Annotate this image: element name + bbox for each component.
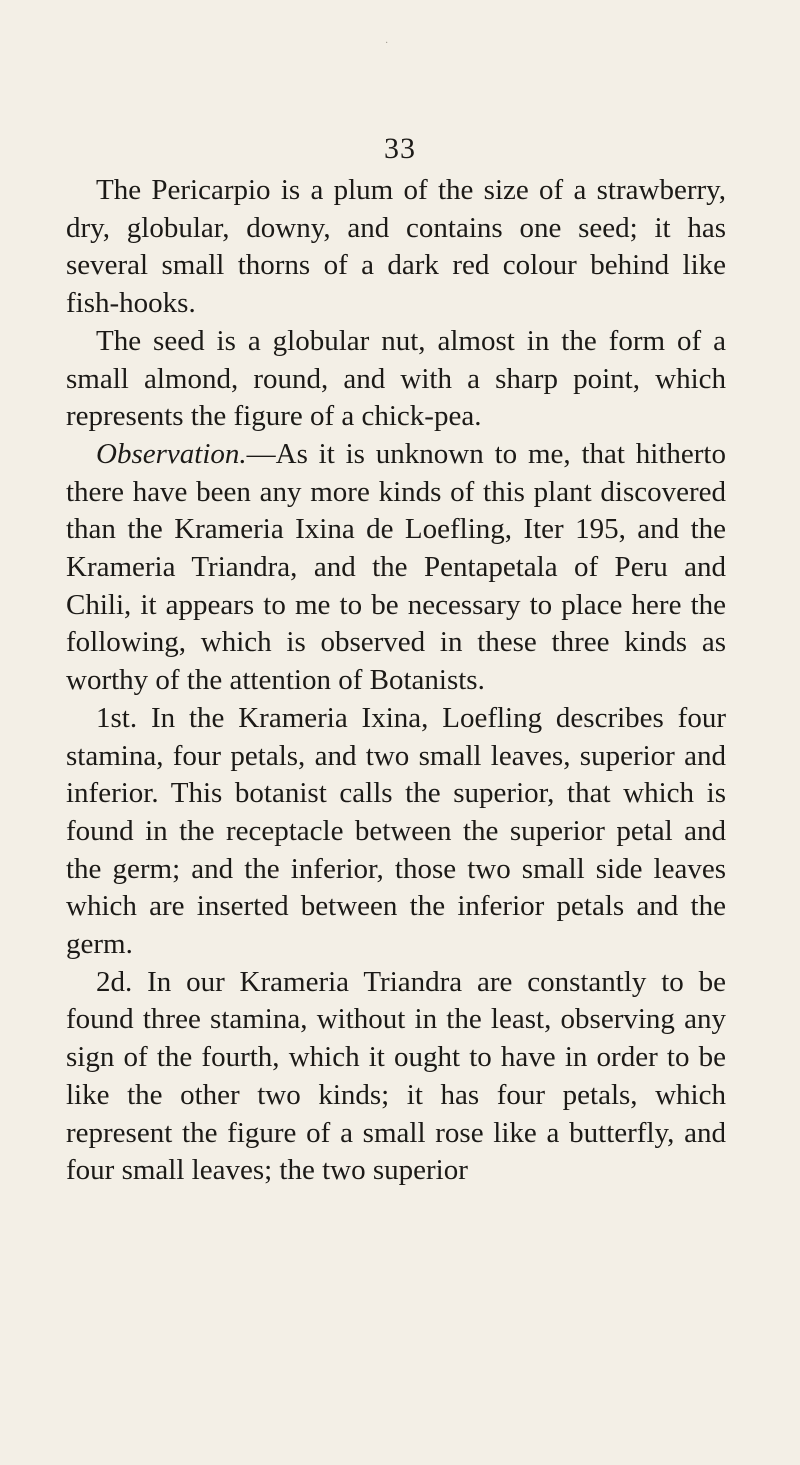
- paragraph-text: 2d. In our Krameria Triandra are constantly to be found three stamina, without in the least, observing any sign of the fourth, which it ought to have in order to be like the other two kinds; it has four petals, which represent the figure of a small rose like a butterfly, and four small leaves; the two superior: [66, 965, 726, 1187]
- page-number: 33: [384, 132, 416, 165]
- paragraph-first-point: [66, 700, 726, 964]
- body-text: [66, 172, 726, 1190]
- paragraph-second-point: [66, 964, 726, 1190]
- paragraph-pericarpio: [66, 172, 726, 323]
- paragraph-text: 1st. In the Krameria Ixina, Loefling describes four stamina, four petals, and two small leaves, superior and inferior. This botanist calls the superior, that which is found in the receptacle between the superior petal and the germ; and the inferior, those two small side leaves which are inserted between the inferior petals and the germ.: [66, 701, 726, 961]
- paragraph-seed: [66, 323, 726, 436]
- paragraph-text: The seed is a globular nut, almost in the form of a small almond, round, and with a sharp point, which represents the figure of a chick-pea.: [66, 324, 726, 433]
- paragraph-text: —As it is unknown to me, that hitherto there have been any more kinds of this plant discovered than the Krameria Ixina de Loefling, Iter 195, and the Krameria Triandra, and the Pentapetala of Peru and Chili, it appears to me to be necessary to place here the following, which is observed in these three kinds as worthy of the attention of Botanists.: [66, 437, 726, 697]
- printing-speck: ·: [385, 38, 389, 49]
- paragraph-text: The Pericarpio is a plum of the size of a strawberry, dry, globular, downy, and contains one seed; it has several small thorns of a dark red colour behind like fish-hooks.: [66, 174, 726, 320]
- observation-heading: Observation.: [96, 437, 247, 470]
- paragraph-observation: [66, 436, 726, 700]
